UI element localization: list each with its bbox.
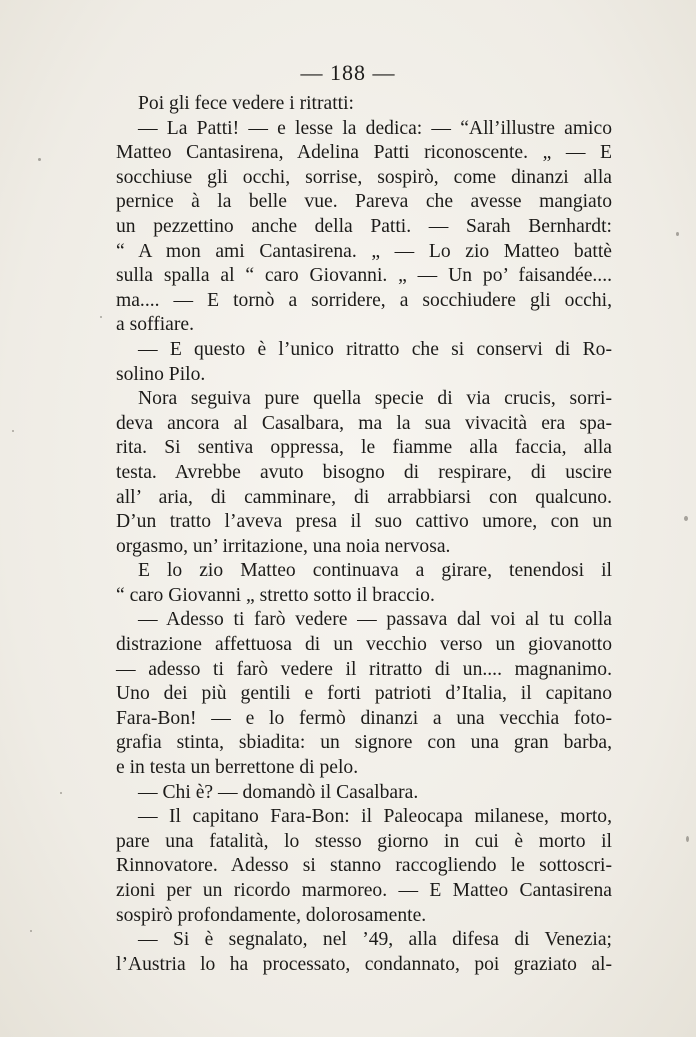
- text-line: orgasmo, un’ irritazione, una noia nervosa.: [116, 535, 451, 557]
- text-line: — Il capitano Fara-Bon: il Paleocapa milanese, morto,: [138, 806, 612, 828]
- text-line: “ A mon ami Cantasirena. „ — Lo zio Matteo battè: [116, 240, 612, 262]
- page-number: — 188 —: [300, 60, 396, 85]
- text-line: sospirò profondamente, dolorosamente.: [116, 904, 427, 926]
- text-line: — Chi è? — domandò il Casalbara.: [138, 781, 419, 803]
- text-line: — La Patti! — e lesse la dedica: — “All’illustre amico: [138, 117, 612, 139]
- text-line: ma.... — E tornò a sorridere, a socchiudere gli occhi,: [116, 289, 612, 311]
- text-line: Rinnovatore. Adesso si stanno raccogliendo le sottoscri-: [116, 855, 612, 877]
- text-line: grafia stinta, sbiadita: un signore con una gran barba,: [116, 732, 612, 754]
- text-line: — E questo è l’unico ritratto che si conservi di Ro-: [138, 338, 612, 360]
- text-line: deva ancora al Casalbara, ma la sua vivacità era spa-: [116, 412, 612, 434]
- text-line: solino Pilo.: [116, 363, 206, 385]
- text-line: a soffiare.: [116, 314, 194, 336]
- text-line: testa. Avrebbe avuto bisogno di respirare, di uscire: [116, 461, 612, 483]
- text-line: l’Austria lo ha processato, condannato, poi graziato al-: [116, 953, 612, 975]
- text-line: Matteo Cantasirena, Adelina Patti riconoscente. „ — E: [116, 142, 612, 164]
- text-line: Fara-Bon! — e lo fermò dinanzi a una vecchia foto-: [116, 707, 612, 729]
- text-line: sulla spalla al “ caro Giovanni. „ — Un po’ faisandée....: [116, 265, 612, 287]
- text-line: pare una fatalità, lo stesso giorno in cui è morto il: [116, 830, 612, 852]
- text-line: Nora seguiva pure quella specie di via crucis, sorri-: [138, 388, 612, 410]
- text-line: E lo zio Matteo continuava a girare, tenendosi il: [138, 560, 612, 582]
- text-line: distrazione affettuosa di un vecchio verso un giovanotto: [116, 634, 612, 656]
- text-line: “ caro Giovanni „ stretto sotto il braccio.: [116, 584, 435, 606]
- body-text: [116, 92, 612, 977]
- text-line: pernice à la belle vue. Pareva che avesse mangiato: [116, 191, 612, 213]
- text-line: rita. Si sentiva oppressa, le fiamme alla faccia, alla: [116, 437, 612, 459]
- text-line: — adesso ti farò vedere il ritratto di un.... magnanimo.: [116, 658, 612, 680]
- text-line: — Si è segnalato, nel ’49, alla difesa di Venezia;: [138, 929, 612, 951]
- text-line: — Adesso ti farò vedere — passava dal voi al tu colla: [138, 609, 612, 631]
- text-line: Poi gli fece vedere i ritratti:: [138, 93, 354, 114]
- text-line: e in testa un berrettone di pelo.: [116, 757, 359, 779]
- text-line: D’un tratto l’aveva presa il suo cattivo umore, con un: [116, 511, 612, 533]
- text-line: un pezzettino anche della Patti. — Sarah Bernhardt:: [116, 215, 612, 237]
- text-line: all’ aria, di camminare, di arrabbiarsi con qualcuno.: [116, 486, 612, 508]
- text-line: socchiuse gli occhi, sorrise, sospirò, come dinanzi alla: [116, 166, 612, 188]
- text-line: Uno dei più gentili e forti patrioti d’Italia, il capitano: [116, 683, 612, 705]
- text-line: zioni per un ricordo marmoreo. — E Matteo Cantasirena: [116, 880, 612, 901]
